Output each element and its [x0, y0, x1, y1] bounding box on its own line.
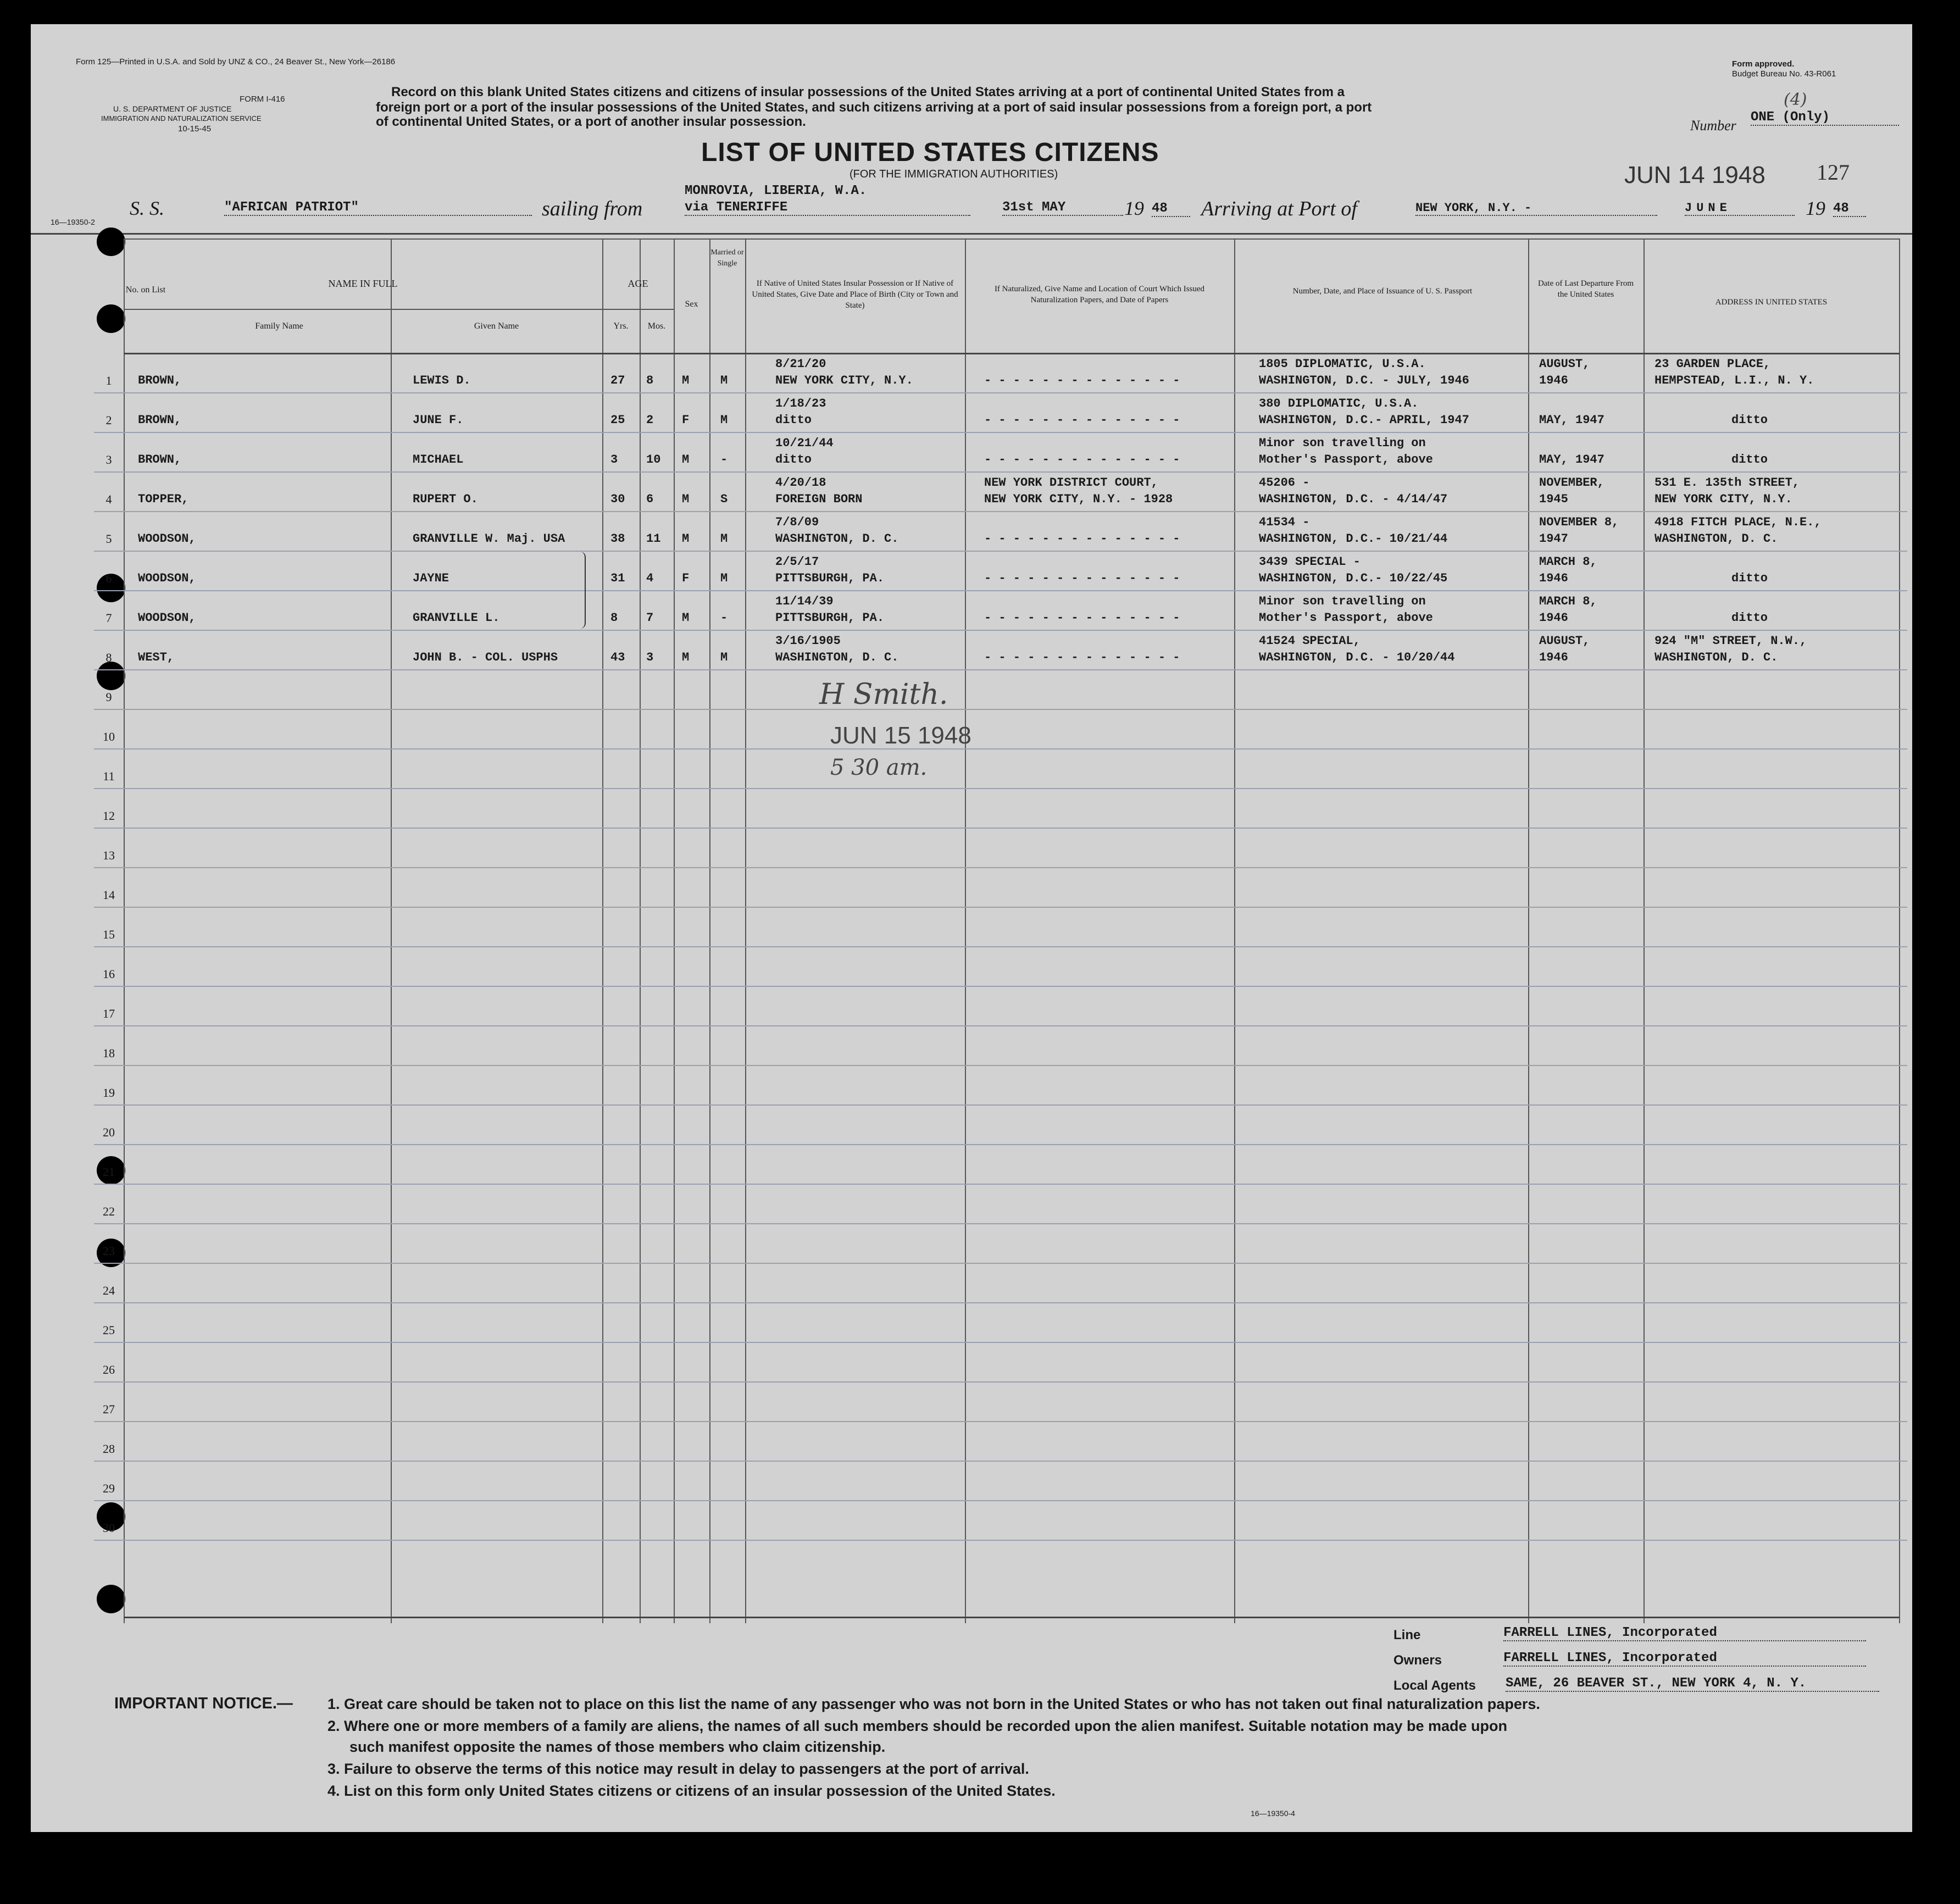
empty-table-row [94, 1185, 1907, 1224]
row-number: 21 [103, 1165, 115, 1179]
cell-no: 8 [106, 651, 112, 664]
row-number: 30 [103, 1521, 115, 1535]
cell-given: GRANVILLE L. [413, 611, 500, 625]
inspection-date-stamp: JUN 15 1948 [830, 722, 971, 749]
cell-sex: M [682, 374, 690, 387]
cell-birth2: WASHINGTON, D. C. [775, 651, 899, 664]
sailing-from-label: sailing from [542, 197, 643, 220]
cell-given: LEWIS D. [413, 374, 471, 387]
cell-nat2: - - - - - - - - - - - - - - [984, 453, 1180, 467]
service: IMMIGRATION AND NATURALIZATION SERVICE [101, 114, 262, 123]
citizen-table [94, 238, 1907, 1623]
arrival-month: JUNE [1685, 201, 1795, 216]
instructions-line-2: foreign port or a port of the insular possessions of the United States, and such citizens arriving at a port of said insular possessions from a foreign port, a port [376, 100, 1372, 115]
cell-pass1: 45206 - [1259, 476, 1310, 490]
instructions-line-1: Record on this blank United States citizens and citizens of insular possessions of the United States arriving at a port of continental United States from a [391, 85, 1345, 99]
empty-table-row [94, 1264, 1907, 1303]
col-family-name: Family Name [255, 321, 303, 331]
table-row [94, 354, 1907, 393]
col-yrs: Yrs. [613, 321, 629, 331]
cell-birth1: 1/18/23 [775, 397, 826, 410]
cell-nat2: - - - - - - - - - - - - - - [984, 532, 1180, 546]
cell-addr1: 23 GARDEN PLACE, [1654, 357, 1771, 371]
cell-dep2: 1946 [1539, 611, 1568, 625]
col-no-on-list: No. on List [125, 285, 166, 295]
side-form-code: 16—19350-2 [51, 218, 95, 226]
cell-pass2: Mother's Passport, above [1259, 453, 1433, 467]
cell-no: 7 [106, 611, 112, 625]
local-agents-label: Local Agents [1393, 1678, 1476, 1693]
form-date: 10-15-45 [178, 124, 212, 134]
col-mos: Mos. [647, 321, 666, 331]
cell-addr2: ditto [1731, 571, 1768, 585]
cell-no: 3 [106, 453, 112, 467]
col-age: AGE [628, 278, 648, 289]
table-row [94, 473, 1907, 512]
cell-pass2: WASHINGTON, D.C.- 10/22/45 [1259, 571, 1448, 585]
empty-table-row [94, 868, 1907, 908]
table-row [94, 552, 1907, 591]
cell-addr2: ditto [1731, 611, 1768, 625]
arriving-label: Arriving at Port of [1201, 197, 1357, 220]
empty-table-row [94, 1145, 1907, 1185]
owners-label: Owners [1393, 1653, 1442, 1668]
cell-nat1: NEW YORK DISTRICT COURT, [984, 476, 1158, 490]
cell-family: WOODSON, [138, 571, 196, 585]
cell-given: JUNE F. [413, 413, 464, 427]
row-number: 22 [103, 1204, 115, 1218]
cell-birth1: 10/21/44 [775, 436, 834, 450]
cell-dep2: 1946 [1539, 571, 1568, 585]
inspection-time: 5 30 am. [830, 755, 928, 780]
cell-addr2: NEW YORK CITY, N.Y. [1654, 492, 1792, 506]
family-bracket [580, 552, 586, 629]
row-number: 13 [103, 848, 115, 862]
notice-3: 3. Failure to observe the terms of this notice may result in delay to passengers at the port of arrival. [327, 1761, 1029, 1777]
cell-dep1: NOVEMBER, [1539, 476, 1604, 490]
departure-day: 31st MAY [1002, 200, 1123, 216]
form-printer-line: Form 125—Printed in U.S.A. and Sold by UNZ & CO., 24 Beaver St., New York—26186 [76, 57, 396, 66]
col-name-in-full: NAME IN FULL [328, 278, 398, 289]
empty-table-row [94, 1106, 1907, 1145]
cell-ms: M [720, 651, 728, 664]
instructions-line-3: of continental United States, or a port of another insular possession. [376, 114, 806, 129]
empty-table-row [94, 1501, 1907, 1541]
cell-pass1: 41534 - [1259, 515, 1310, 529]
cell-mos: 7 [646, 611, 654, 625]
cell-given: MICHAEL [413, 453, 464, 467]
cell-yrs: 31 [610, 571, 625, 585]
cell-given: GRANVILLE W. Maj. USA [413, 532, 565, 546]
received-date-stamp: JUN 14 1948 [1624, 162, 1765, 188]
row-number: 15 [103, 928, 115, 941]
cell-yrs: 3 [610, 453, 618, 467]
cell-sex: M [682, 611, 690, 625]
cell-birth2: FOREIGN BORN [775, 492, 863, 506]
cell-birth2: NEW YORK CITY, N.Y. [775, 374, 913, 387]
row-number: 25 [103, 1323, 115, 1337]
cell-no: 6 [106, 571, 112, 585]
cell-ms: S [720, 492, 728, 506]
cell-given: JAYNE [413, 571, 449, 585]
cell-family: BROWN, [138, 453, 182, 467]
empty-table-row [94, 987, 1907, 1026]
notice-2b: such manifest opposite the names of those members who claim citizenship. [349, 1739, 886, 1755]
empty-table-row [94, 750, 1907, 789]
cell-addr2: HEMPSTEAD, L.I., N. Y. [1654, 374, 1814, 387]
row-number: 29 [103, 1481, 115, 1495]
cell-nat2: - - - - - - - - - - - - - - [984, 611, 1180, 625]
cell-yrs: 38 [610, 532, 625, 546]
empty-table-row [94, 1026, 1907, 1066]
row-number: 11 [103, 769, 115, 783]
table-row [94, 433, 1907, 473]
col-sex: Sex [685, 299, 698, 309]
cell-addr2: ditto [1731, 453, 1768, 467]
row-number: 28 [103, 1442, 115, 1456]
cell-sex: M [682, 532, 690, 546]
empty-table-row [94, 829, 1907, 868]
cell-birth2: WASHINGTON, D. C. [775, 532, 899, 546]
notice-2a: 2. Where one or more members of a family are aliens, the names of all such members should be recorded upon the alien manifest. Suitable notation may be made upon [327, 1718, 1508, 1734]
cell-addr1: 4918 FITCH PLACE, N.E., [1654, 515, 1822, 529]
col-married-single: Married or Single [710, 248, 744, 268]
cell-birth1: 3/16/1905 [775, 634, 841, 648]
cell-dep1: AUGUST, [1539, 634, 1590, 648]
cell-dep2: 1945 [1539, 492, 1568, 506]
number-label: Number [1690, 118, 1736, 134]
row-number: 18 [103, 1046, 115, 1060]
page-number: 127 [1817, 160, 1850, 185]
col-native-birth: If Native of United States Insular Possession or If Native of United States, Give Date and Place of Birth (City or Town and State) [752, 279, 958, 310]
cell-dep1: AUGUST, [1539, 357, 1590, 371]
col-given-name: Given Name [474, 321, 519, 331]
cell-family: TOPPER, [138, 492, 189, 506]
cell-no: 2 [106, 413, 112, 427]
cell-pass2: Mother's Passport, above [1259, 611, 1433, 625]
cell-birth1: 7/8/09 [775, 515, 819, 529]
table-row [94, 512, 1907, 552]
arrival-year: 48 [1833, 201, 1866, 217]
table-row [94, 591, 1907, 631]
empty-table-row [94, 710, 1907, 750]
departure-port: MONROVIA, LIBERIA, W.A. [685, 184, 867, 198]
arrival-port: NEW YORK, N.Y. - [1415, 201, 1657, 216]
owners-value: FARRELL LINES, Incorporated [1503, 1651, 1866, 1667]
row-number: 19 [103, 1086, 115, 1100]
cell-pass2: WASHINGTON, D.C. - JULY, 1946 [1259, 374, 1469, 387]
cell-mos: 2 [646, 413, 654, 427]
cell-pass1: 3439 SPECIAL - [1259, 555, 1361, 569]
cell-pass1: Minor son travelling on [1259, 595, 1426, 608]
notice-4: 4. List on this form only United States citizens or citizens of an insular possession of the United States. [327, 1783, 1056, 1799]
cell-pass2: WASHINGTON, D.C. - 4/14/47 [1259, 492, 1448, 506]
cell-birth1: 11/14/39 [775, 595, 834, 608]
empty-table-row [94, 1343, 1907, 1383]
form-approved: Form approved. [1732, 59, 1795, 69]
table-row [94, 631, 1907, 670]
local-agents-value: SAME, 26 BEAVER ST., NEW YORK 4, N. Y. [1506, 1676, 1879, 1692]
cell-pass1: 380 DIPLOMATIC, U.S.A. [1259, 397, 1419, 410]
cell-pass2: WASHINGTON, D.C.- APRIL, 1947 [1259, 413, 1469, 427]
cell-mos: 3 [646, 651, 654, 664]
cell-nat2: - - - - - - - - - - - - - - [984, 374, 1180, 387]
cell-yrs: 8 [610, 611, 618, 625]
cell-mos: 4 [646, 571, 654, 585]
cell-mos: 11 [646, 532, 661, 546]
cell-birth1: 8/21/20 [775, 357, 826, 371]
cell-sex: M [682, 651, 690, 664]
cell-pass2: WASHINGTON, D.C.- 10/21/44 [1259, 532, 1448, 546]
cell-family: WOODSON, [138, 611, 196, 625]
empty-table-row [94, 947, 1907, 987]
cell-sex: M [682, 492, 690, 506]
notice-1: 1. Great care should be taken not to place on this list the name of any passenger who was not born in the United States or who has not taken out final naturalization papers. [327, 1696, 1540, 1712]
arrival-year-prefix: 19 [1806, 197, 1825, 219]
cell-mos: 10 [646, 453, 661, 467]
cell-family: BROWN, [138, 374, 182, 387]
row-number: 14 [103, 888, 115, 902]
cell-dep1: MARCH 8, [1539, 595, 1597, 608]
cell-given: RUPERT O. [413, 492, 478, 506]
empty-table-row [94, 789, 1907, 829]
empty-table-row [94, 1422, 1907, 1462]
ship-name: "AFRICAN PATRIOT" [224, 200, 532, 216]
departure-via: via TENERIFFE [685, 200, 970, 216]
row-number: 10 [103, 730, 115, 743]
cell-given: JOHN B. - COL. USPHS [413, 651, 558, 664]
cell-mos: 8 [646, 374, 654, 387]
cell-yrs: 30 [610, 492, 625, 506]
cell-ms: M [720, 374, 728, 387]
empty-table-row [94, 1303, 1907, 1343]
cell-pass1: 41524 SPECIAL, [1259, 634, 1361, 648]
number-value: ONE (Only) [1751, 110, 1899, 126]
cell-yrs: 25 [610, 413, 625, 427]
empty-table-row [94, 1462, 1907, 1501]
cell-no: 1 [106, 374, 112, 387]
cell-nat2: - - - - - - - - - - - - - - [984, 571, 1180, 585]
cell-dep2: 1946 [1539, 374, 1568, 387]
row-number: 27 [103, 1402, 115, 1416]
manifest-sheet [31, 24, 1912, 1832]
cell-addr2: WASHINGTON, D. C. [1654, 532, 1778, 546]
cell-birth2: ditto [775, 453, 812, 467]
cell-birth1: 2/5/17 [775, 555, 819, 569]
row-number: 23 [103, 1244, 115, 1258]
page-subtitle: (FOR THE IMMIGRATION AUTHORITIES) [849, 168, 1058, 180]
cell-dep2: MAY, 1947 [1539, 453, 1604, 467]
cell-dep2: MAY, 1947 [1539, 413, 1604, 427]
empty-table-row [94, 1383, 1907, 1422]
cell-ms: M [720, 532, 728, 546]
row-number: 26 [103, 1363, 115, 1376]
cell-dep2: 1947 [1539, 532, 1568, 546]
empty-table-row [94, 1224, 1907, 1264]
empty-table-row [94, 908, 1907, 947]
departure-year: 48 [1152, 201, 1190, 217]
departure-year-prefix: 19 [1124, 197, 1144, 219]
cell-addr2: WASHINGTON, D. C. [1654, 651, 1778, 664]
cell-mos: 6 [646, 492, 654, 506]
cell-birth2: ditto [775, 413, 812, 427]
row-number: 17 [103, 1007, 115, 1020]
col-passport: Number, Date, and Place of Issuance of U. S. Passport [1292, 287, 1473, 296]
cell-pass1: Minor son travelling on [1259, 436, 1426, 450]
cell-sex: F [682, 571, 690, 585]
cell-nat2: NEW YORK CITY, N.Y. - 1928 [984, 492, 1173, 506]
col-last-departure: Date of Last Departure From the United States [1537, 279, 1634, 299]
cell-no: 5 [106, 532, 112, 546]
cell-family: WEST, [138, 651, 175, 664]
cell-ms: - [720, 611, 728, 625]
cell-pass1: 1805 DIPLOMATIC, U.S.A. [1259, 357, 1426, 371]
cell-addr2: ditto [1731, 413, 1768, 427]
cell-ms: M [720, 413, 728, 427]
cell-sex: F [682, 413, 690, 427]
header-divider [31, 233, 1912, 235]
cell-addr1: 924 "M" STREET, N.W., [1654, 634, 1807, 648]
cell-dep1: NOVEMBER 8, [1539, 515, 1619, 529]
cell-ms: M [720, 571, 728, 585]
number-handwritten-mark: (4) [1784, 90, 1807, 109]
cell-family: BROWN, [138, 413, 182, 427]
cell-dep2: 1946 [1539, 651, 1568, 664]
cell-nat2: - - - - - - - - - - - - - - [984, 651, 1180, 664]
cell-birth1: 4/20/18 [775, 476, 826, 490]
cell-ms: - [720, 453, 728, 467]
cell-nat2: - - - - - - - - - - - - - - [984, 413, 1180, 427]
empty-table-row [94, 1066, 1907, 1106]
table-row [94, 393, 1907, 433]
cell-addr1: 531 E. 135th STREET, [1654, 476, 1800, 490]
line-label: Line [1393, 1628, 1421, 1642]
inspector-signature: H Smith. [819, 678, 948, 711]
row-number: 20 [103, 1125, 115, 1139]
col-address: ADDRESS IN UNITED STATES [1715, 298, 1828, 307]
budget-bureau: Budget Bureau No. 43-R061 [1732, 69, 1836, 79]
col-naturalized: If Naturalized, Give Name and Location of Court Which Issued Naturalization Papers, and Date of Papers [994, 285, 1205, 304]
form-number: FORM I-416 [240, 95, 285, 104]
cell-yrs: 27 [610, 374, 625, 387]
notice-title: IMPORTANT NOTICE.— [114, 1695, 293, 1712]
cell-birth2: PITTSBURGH, PA. [775, 571, 885, 585]
row-number: 12 [103, 809, 115, 823]
bottom-form-code: 16—19350-4 [1251, 1809, 1295, 1818]
row-number: 24 [103, 1284, 115, 1297]
cell-birth2: PITTSBURGH, PA. [775, 611, 885, 625]
page-title: LIST OF UNITED STATES CITIZENS [701, 138, 1159, 167]
cell-no: 4 [106, 492, 112, 506]
line-value: FARRELL LINES, Incorporated [1503, 1625, 1866, 1641]
row-number: 9 [106, 690, 112, 704]
cell-dep1: MARCH 8, [1539, 555, 1597, 569]
cell-yrs: 43 [610, 651, 625, 664]
cell-family: WOODSON, [138, 532, 196, 546]
row-number: 16 [103, 967, 115, 981]
ss-label: S. S. [130, 197, 164, 219]
department: U. S. DEPARTMENT OF JUSTICE [113, 104, 232, 113]
empty-table-row [94, 670, 1907, 710]
cell-sex: M [682, 453, 690, 467]
cell-pass2: WASHINGTON, D.C. - 10/20/44 [1259, 651, 1455, 664]
